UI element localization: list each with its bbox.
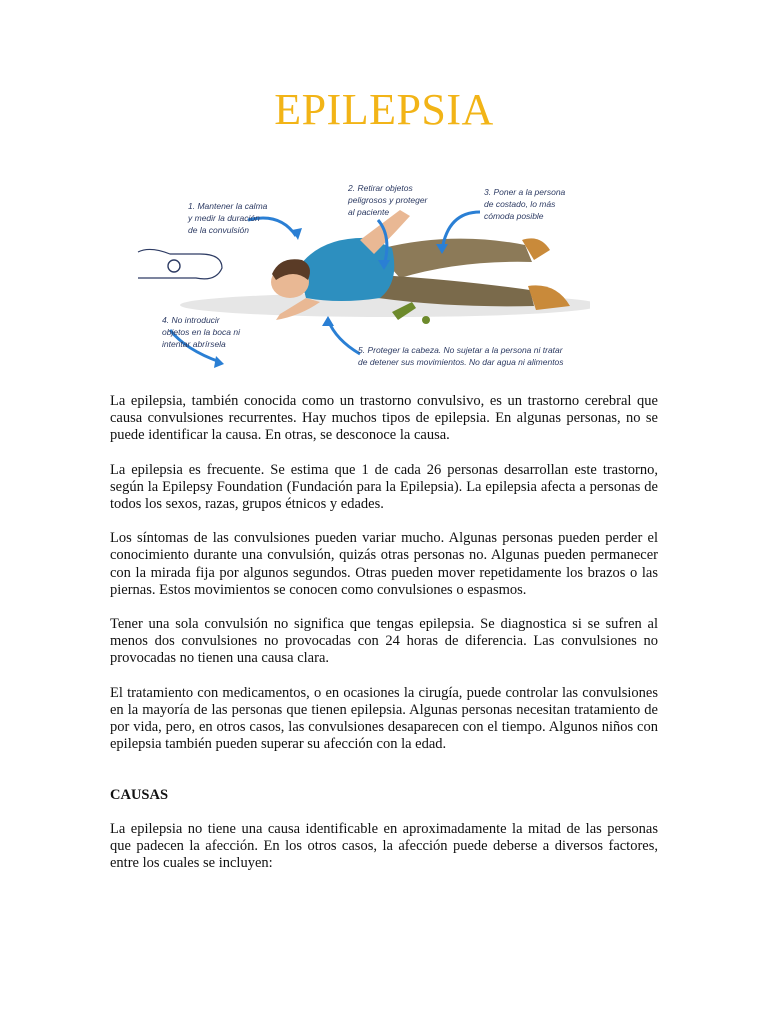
- step-5-label: [358, 344, 564, 368]
- page-title: EPILEPSIA: [274, 85, 494, 134]
- section-heading: CAUSAS: [110, 787, 169, 804]
- step-2-line: peligrosos y proteger: [348, 195, 428, 205]
- step-3-line: 3. Poner a la persona: [484, 187, 566, 197]
- step-4-line: intentar abrírsela: [162, 339, 226, 349]
- step-3-label: [484, 186, 565, 222]
- step-3-line: de costado, lo más: [484, 199, 556, 209]
- paragraph: Los síntomas de las convulsiones pueden variar mucho. Algunas personas pueden perder el conocimiento durante una convulsión, quizás otras personas no. Algunas pueden permanecer con la mirada fija por algunos segundos. Otras pueden mover repetidamente los brazos o las piernas. Estos movimientos se conocen como convulsiones o espasmos.: [110, 530, 658, 598]
- step-2-label: [348, 182, 427, 218]
- step-1-line: 1. Mantener la calma: [188, 201, 268, 211]
- paragraph: La epilepsia, también conocida como un trastorno convulsivo, es un trastorno cerebral que causa convulsiones recurrentes. Hay muchos tipos de epilepsia. En algunas personas, no se puede identificar la causa. En otras, se desconoce la causa.: [110, 393, 658, 444]
- step-5-line: 5. Proteger la cabeza. No sujetar a la persona ni tratar: [358, 345, 563, 355]
- first-aid-illustration: [130, 170, 590, 385]
- step-1-line: y medir la duración: [188, 213, 260, 223]
- paragraph: Tener una sola convulsión no significa que tengas epilepsia. Se diagnostica si se sufren al menos dos convulsiones no provocadas con 24 horas de diferencia. Las convulsiones no provocadas no tienen una causa clara.: [110, 616, 658, 667]
- step-1-line: de la convulsión: [188, 225, 249, 235]
- document-body: [110, 393, 658, 889]
- step-5-line: de detener sus movimientos. No dar agua ni alimentos: [358, 357, 564, 367]
- step-2-line: 2. Retirar objetos: [348, 183, 413, 193]
- step-4-label: [162, 314, 240, 350]
- section-paragraph: La epilepsia no tiene una causa identificable en aproximadamente la mitad de las personas que padecen la afección. En los otros casos, la afección puede deberse a diversos factores, entre los cuales se incluyen:: [110, 820, 658, 872]
- paragraph: La epilepsia es frecuente. Se estima que 1 de cada 26 personas desarrollan este trastorno, según la Epilepsy Foundation (Fundación para la Epilepsia). La epilepsia afecta a personas de todos los sexos, razas, grupos étnicos y edades.: [110, 461, 658, 513]
- step-4-line: objetos en la boca ni: [162, 327, 240, 337]
- step-4-line: 4. No introducir: [162, 315, 220, 325]
- step-3-line: cómoda posible: [484, 211, 544, 221]
- paragraph: El tratamiento con medicamentos, o en ocasiones la cirugía, puede controlar las convulsiones en la mayoría de las personas que tienen epilepsia. Algunas personas necesitan tratamiento de por vida, pero, en otros casos, las convulsiones desaparecen con el tiempo. Algunos niños con epilepsia también pueden superar su afección con la edad.: [110, 684, 658, 753]
- step-2-line: al paciente: [348, 207, 390, 217]
- step-1-label: [188, 200, 267, 236]
